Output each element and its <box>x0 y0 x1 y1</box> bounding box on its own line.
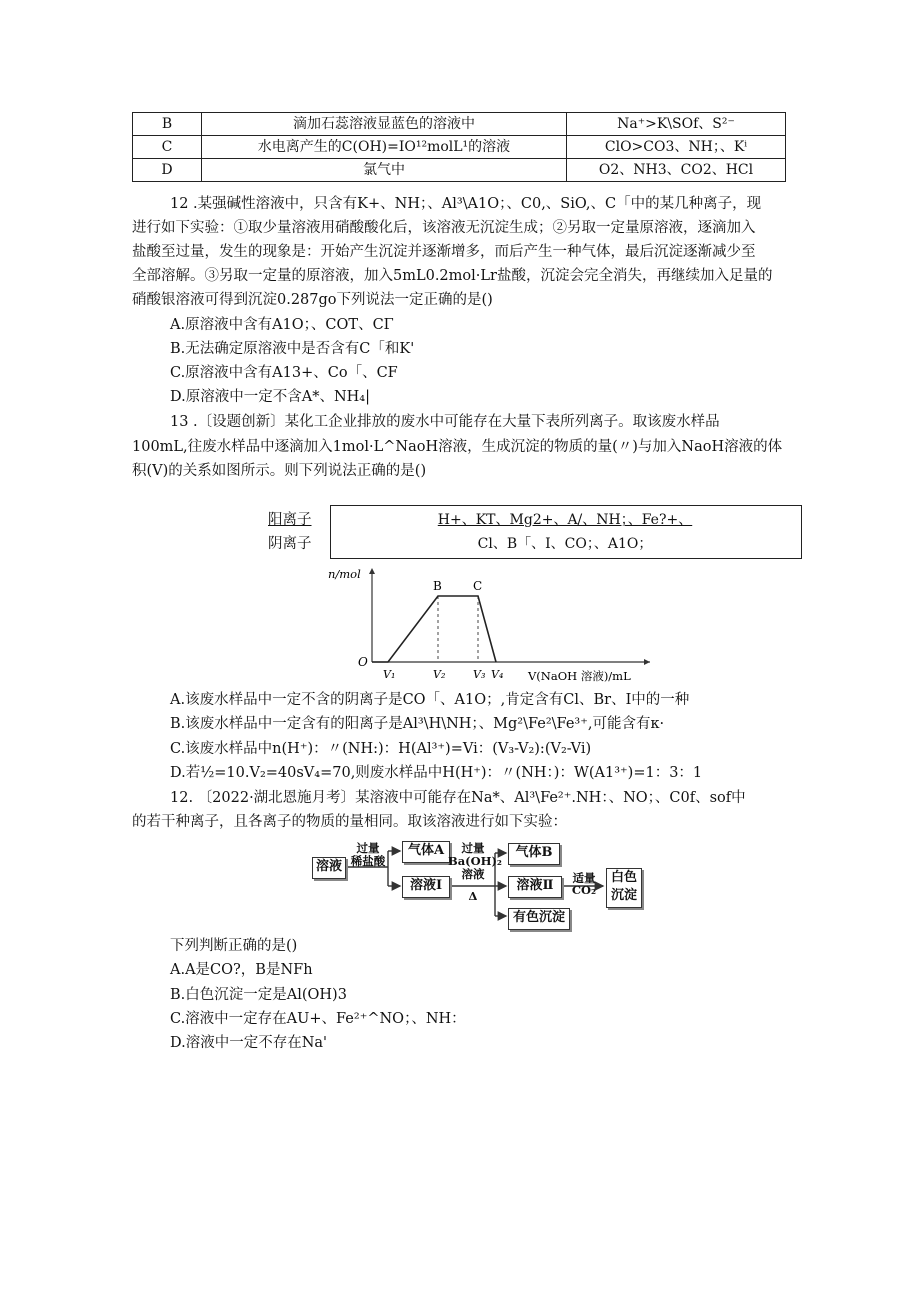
y-axis-arrow <box>369 568 375 574</box>
reagent2-heat: Δ <box>468 889 478 903</box>
table-row <box>133 113 786 136</box>
y-axis-label: n/mol <box>328 567 361 581</box>
gas-b-box: 气体B <box>508 843 560 865</box>
row-label: C <box>133 136 202 159</box>
q12a-stem-line: 全部溶解。③另取一定量的原溶液，加入5mL0.2mol·Lr盐酸，沉淀会完全消失，再继续加入足量的 <box>132 268 773 284</box>
anion-list: Cl、B「、I、CO；、A1O； <box>477 536 653 552</box>
q13-option-d: D.若½=10.V₂=40sV₄=70,则废水样品中H(H⁺)：〃(NH：)：W(A1³⁺)=1：3：1 <box>170 765 703 781</box>
precipitate-chart <box>320 562 660 686</box>
reagent2-label-bottom: 溶液 <box>461 867 485 881</box>
x-axis-arrow <box>644 659 650 665</box>
flow-diagram <box>300 836 680 936</box>
table-row <box>133 136 786 159</box>
row-ions: O2、NH3、CO2、HCl <box>567 159 786 182</box>
cation-list <box>330 508 800 532</box>
x-tick-label: V₃ <box>473 668 486 681</box>
reagent1-label-top: 过量 <box>356 841 380 855</box>
q12a-stem-line: 硝酸银溶液可得到沉淀0.287go下列说法一定正确的是() <box>132 292 493 308</box>
white-precipitate-box: 白色沉淀 <box>606 868 642 908</box>
x-tick-label: V₁ <box>383 668 396 681</box>
q12a-option-b: B.无法确定原溶液中是否含有C「和K' <box>170 341 415 357</box>
q12b-stem-line: 12. 〔2022·湖北恩施月考〕某溶液中可能存在Na*、Al³\Fe²⁺.NH：、NO；、C0f、sof中 <box>170 790 746 806</box>
x-tick-label: V₂ <box>433 668 446 681</box>
cation-list-text: H+、KT、Mg2+、A/、NH；、Fe?+、 <box>437 512 693 528</box>
q13-option-b: B.该废水样品中一定含有的阳离子是Al³\H\NH；、Mg²\Fe²\Fe³⁺,可能含有κ· <box>170 716 665 732</box>
q12a-option-a: A.原溶液中含有A1O；、COT、CΓ <box>170 317 394 333</box>
x-axis-label: V(NaOH 溶液)/mL <box>528 669 631 683</box>
row-label: B <box>133 113 202 136</box>
q13-stem-line: 13 .〔设题创新〕某化工企业排放的废水中可能存在大量下表所列离子。取该废水样品 <box>170 414 720 430</box>
q13-option-c: C.该废水样品中n(H⁺)：〃(NH:)：H(Al³⁺)=Vi：(V₃-V₂):(V₂-Vi) <box>170 741 592 757</box>
q12b-option-d: D.溶液中一定不存在Na' <box>170 1035 328 1051</box>
q13-stem-line: 积(V)的关系如图所示。则下列说法正确的是() <box>132 463 427 479</box>
q12a-stem-line: 12 .某强碱性溶液中，只含有K+、NH；、Al³\A1O；、C0,、SiO,、C「中的某几种离子，现 <box>170 196 762 212</box>
reagent2-label-mid: Ba(OH)₂ <box>448 854 502 868</box>
row-ions: Na⁺>K\SOf、S²⁻ <box>567 113 786 136</box>
q12b-stem-line: 的若干种离子，且各离子的物质的量相同。取该溶液进行如下实验： <box>132 814 567 830</box>
q12b-question: 下列判断正确的是() <box>170 938 298 954</box>
cation-label: 阳离子 <box>268 512 312 528</box>
anion-label: 阴离子 <box>268 536 312 552</box>
row-condition: 水电离产生的C(OH)=IO¹²molL¹的溶液 <box>202 136 567 159</box>
colored-precipitate-box: 有色沉淀 <box>508 908 570 930</box>
row-label: D <box>133 159 202 182</box>
point-label-b: B <box>433 579 442 593</box>
reagent2-label-top: 过量 <box>461 841 485 855</box>
series-line <box>372 596 496 662</box>
solution-2-box: 溶液Ⅱ <box>508 876 562 898</box>
origin-label: O <box>358 655 368 669</box>
q12b-option-b: B.白色沉淀一定是Al(OH)3 <box>170 987 347 1003</box>
ion-condition-table <box>132 112 786 182</box>
q13-stem-line: 100mL,往废水样品中逐滴加入1mol·L^NaoH溶液，生成沉淀的物质的量(〃)与加入NaoH溶液的体 <box>132 439 783 455</box>
reagent3-label: 适量CO₂ <box>571 871 597 897</box>
q12a-stem-line: 进行如下实验：①取少量溶液用硝酸酸化后，该溶液无沉淀生成；②另取一定量原溶液，逐滴加入 <box>132 220 756 236</box>
row-ions: ClO>CO3、NH；、Kⁱ <box>567 136 786 159</box>
gas-a-box: 气体A <box>402 841 450 863</box>
reagent1-label-bottom: 稀盐酸 <box>350 854 386 868</box>
row-condition: 氯气中 <box>202 159 567 182</box>
q12b-option-a: A.A是CO?，B是NFh <box>170 962 313 978</box>
point-label-c: C <box>473 579 483 593</box>
solution-box: 溶液 <box>312 857 346 879</box>
solution-1-box: 溶液Ⅰ <box>402 876 450 898</box>
x-tick-label: V₄ <box>491 668 504 681</box>
q12a-stem-line: 盐酸至过量，发生的现象是：开始产生沉淀并逐渐增多，而后产生一种气体，最后沉淀逐渐减少至 <box>132 244 756 260</box>
row-condition: 滴加石蕊溶液显蓝色的溶液中 <box>202 113 567 136</box>
q12b-option-c: C.溶液中一定存在AU+、Fe²⁺^NO；、NH： <box>170 1011 466 1027</box>
q12a-option-d: D.原溶液中一定不含A*、NH₄| <box>170 389 370 405</box>
q12a-option-c: C.原溶液中含有A13+、Co「、CF <box>170 365 398 381</box>
q13-option-a: A.该废水样品中一定不含的阴离子是CO「、A1O；,肯定含有Cl、Br、I中的一种 <box>170 692 690 708</box>
table-row <box>133 159 786 182</box>
